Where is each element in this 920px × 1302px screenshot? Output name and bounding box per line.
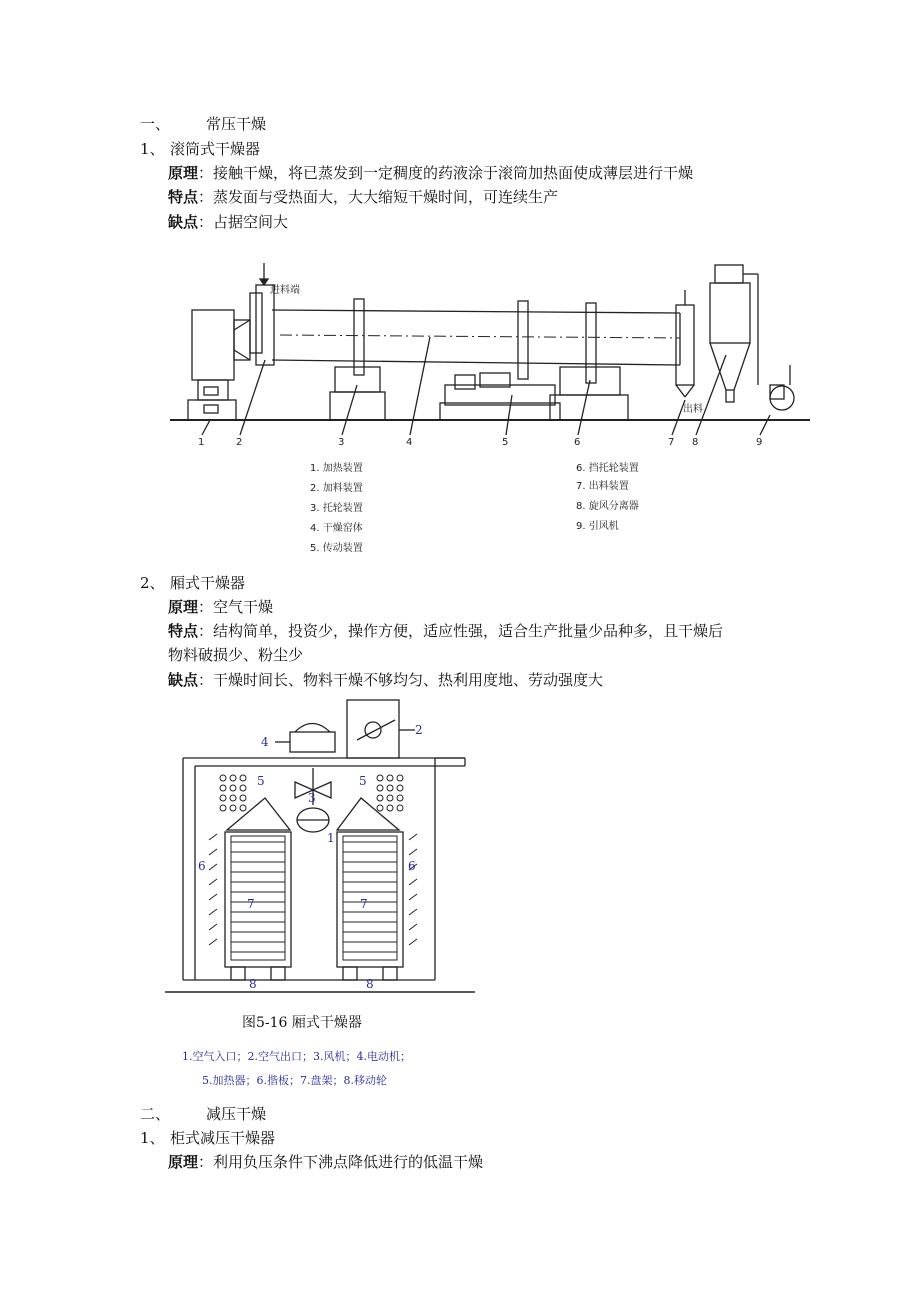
features-text: ：蒸发面与受热面大，大大缩短干燥时间，可连续生产 [198, 188, 559, 206]
fig2-legend-line1: 1.空气入口；2.空气出口；3.风机；4.电动机； [182, 1050, 411, 1063]
fig2-callout-tray-left: 7 [247, 897, 255, 911]
fig1-legend-7: 7. 出料装置 [576, 481, 629, 492]
feed-end-label: 进料端 [270, 285, 300, 296]
section-number: 一、 [140, 115, 171, 133]
fig1-legend-6: 6. 挡托轮装置 [576, 463, 639, 474]
item1-principle [168, 163, 693, 183]
fig1-callout-1: 1 [198, 437, 205, 448]
fig1-callout-9: 9 [756, 437, 763, 448]
section-heading-2 [140, 1104, 266, 1124]
fig1-callout-7: 7 [668, 437, 675, 448]
principle-text: ：利用负压条件下沸点降低进行的低温干燥 [198, 1153, 484, 1171]
item2-drawback [168, 670, 603, 690]
item-number: 1、 [140, 1129, 165, 1147]
item1-features [168, 187, 558, 207]
fig2-legend-line2: 5.加热器；6.揩板；7.盘架；8.移动轮 [202, 1074, 387, 1087]
item-heading-2 [140, 573, 245, 593]
principle-label: 原理 [168, 164, 199, 182]
fig1-legend-4: 4. 干燥窑体 [310, 523, 363, 534]
fig1-callout-5: 5 [502, 437, 509, 448]
fig2-callout-outlet: 2 [415, 723, 423, 737]
rotary-dryer-figure [170, 255, 810, 560]
drawback-text: ：干燥时间长、物料干燥不够均匀、热利用度地、劳动强度大 [198, 671, 604, 689]
fig2-callout-fan: 3 [308, 791, 316, 805]
principle-label: 原理 [168, 1153, 199, 1171]
fig2-caption: 图5-16 厢式干燥器 [242, 1015, 362, 1031]
section-title: 常压干燥 [206, 115, 267, 133]
fig1-callout-2: 2 [236, 437, 243, 448]
fig1-legend-8: 8. 旋风分离器 [576, 501, 639, 512]
item1-drawback [168, 212, 288, 232]
fig1-legend-5: 5. 传动装置 [310, 543, 363, 554]
tray-dryer-figure [165, 690, 475, 1000]
item3-principle [168, 1152, 483, 1172]
item-number: 2、 [140, 574, 165, 592]
features-label: 特点 [168, 622, 199, 640]
fig2-callout-tray-right: 7 [360, 897, 368, 911]
fig2-callout-baffle-right: 6 [408, 859, 416, 873]
fig1-callout-3: 3 [338, 437, 345, 448]
fig2-callout-heater-right: 5 [359, 774, 367, 788]
features-text: ：结构简单，投资少，操作方便，适应性强，适合生产批量少品种多，且干燥后 [198, 622, 724, 640]
fig2-callout-inlet: 1 [327, 831, 335, 845]
fig1-legend-2: 2. 加料装置 [310, 483, 363, 494]
principle-text: ：空气干燥 [198, 598, 274, 616]
fig1-legend-3: 3. 托轮装置 [310, 503, 363, 514]
drawback-label: 缺点 [168, 671, 199, 689]
drawback-text: ：占据空间大 [198, 213, 289, 231]
principle-text: ：接触干燥，将已蒸发到一定稠度的药液涂于滚筒加热面使成薄层进行干燥 [198, 164, 694, 182]
item2-features [168, 621, 723, 641]
fig2-callout-heater-left: 5 [257, 774, 265, 788]
drawback-label: 缺点 [168, 213, 199, 231]
item-heading-3 [140, 1128, 275, 1148]
fig2-callout-motor: 4 [261, 735, 269, 749]
fig2-callout-wheel-right: 8 [366, 977, 374, 991]
item-title: 厢式干燥器 [170, 574, 246, 592]
item2-features-cont: 物料破损少、粉尘少 [168, 646, 304, 664]
fig1-callout-4: 4 [406, 437, 413, 448]
item-number: 1、 [140, 140, 165, 158]
item-title: 柜式减压干燥器 [170, 1129, 276, 1147]
principle-label: 原理 [168, 598, 199, 616]
section-title: 减压干燥 [206, 1105, 267, 1123]
fig1-legend-9: 9. 引风机 [576, 521, 619, 532]
fig2-callout-baffle-left: 6 [198, 859, 206, 873]
fig1-legend-1: 1. 加热装置 [310, 463, 363, 474]
fig1-callout-6: 6 [574, 437, 581, 448]
features-label: 特点 [168, 188, 199, 206]
item-heading-1 [140, 139, 260, 159]
fig2-callout-wheel-left: 8 [249, 977, 257, 991]
section-number: 二、 [140, 1105, 171, 1123]
item-title: 滚筒式干燥器 [170, 140, 261, 158]
item2-principle [168, 597, 273, 617]
discharge-label: 出料 [683, 404, 703, 415]
fig1-callout-8: 8 [692, 437, 699, 448]
section-heading-1 [140, 114, 266, 134]
